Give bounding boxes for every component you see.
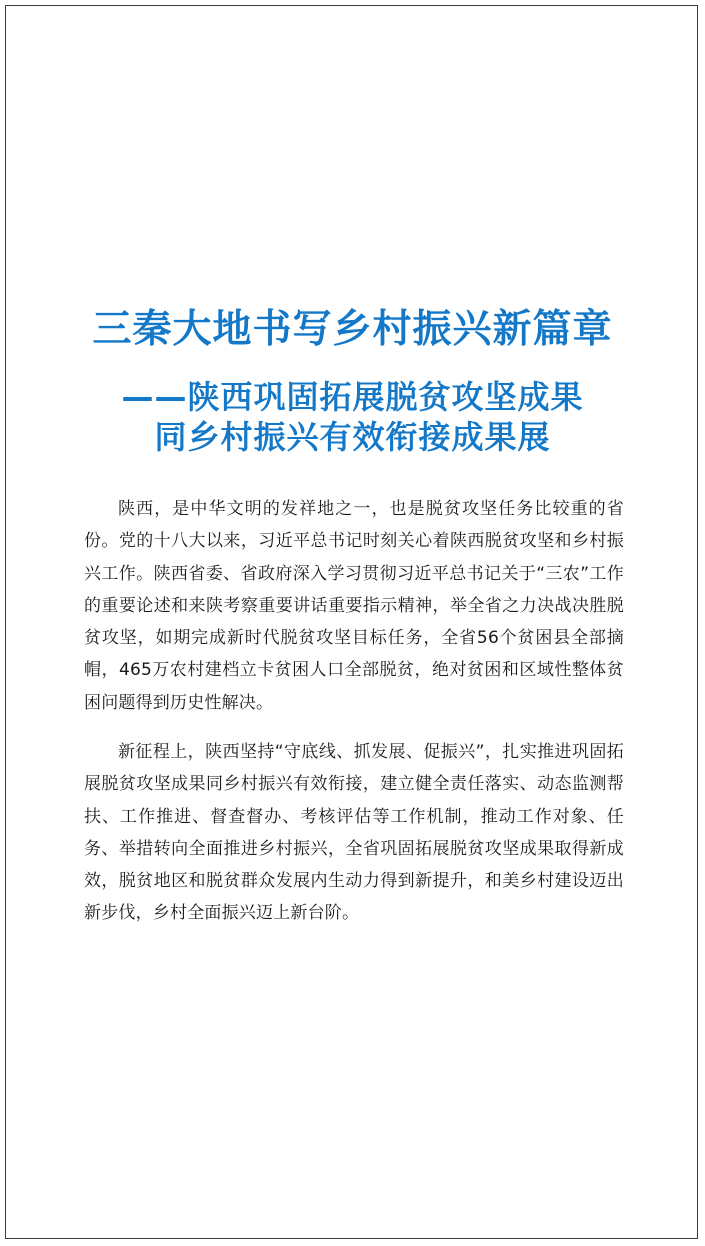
subtitle-line-2: 同乡村振兴有效衔接成果展 [154,418,551,456]
page-title: 三秦大地书写乡村振兴新篇章 [92,307,613,352]
subtitle-line-1: ——陕西巩固拓展脱贫攻坚成果 [121,378,584,416]
page-subtitle [0,377,705,457]
intro-paragraph-2: 新征程上，陕西坚持“守底线、抓发展、促振兴”，扎实推进巩固拓展脱贫攻坚成果同乡村振兴有效衔接，建立健全责任落实、动态监测帮扶、工作推进、督查督办、考核评估等工作机制，推动工作对象、任务、举措转向全面推进乡村振兴，全省巩固拓展脱贫攻坚成果取得新成效，脱贫地区和脱贫群众发展内生动力得到新提升，和美乡村建设迈出新步伐，乡村全面振兴迈上新台阶。 [84,742,624,924]
intro-paragraph-1: 陕西，是中华文明的发祥地之一，也是脱贫攻坚任务比较重的省份。党的十八大以来，习近平总书记时刻关心着陕西脱贫攻坚和乡村振兴工作。陕西省委、省政府深入学习贯彻习近平总书记关于“三农”工作的重要论述和来陕考察重要讲话重要指示精神，举全省之力决战决胜脱贫攻坚，如期完成新时代脱贫攻坚目标任务，全省56个贫困县全部摘帽，465万农村建档立卡贫困人口全部脱贫，绝对贫困和区域性整体贫困问题得到历史性解决。 [84,499,624,713]
